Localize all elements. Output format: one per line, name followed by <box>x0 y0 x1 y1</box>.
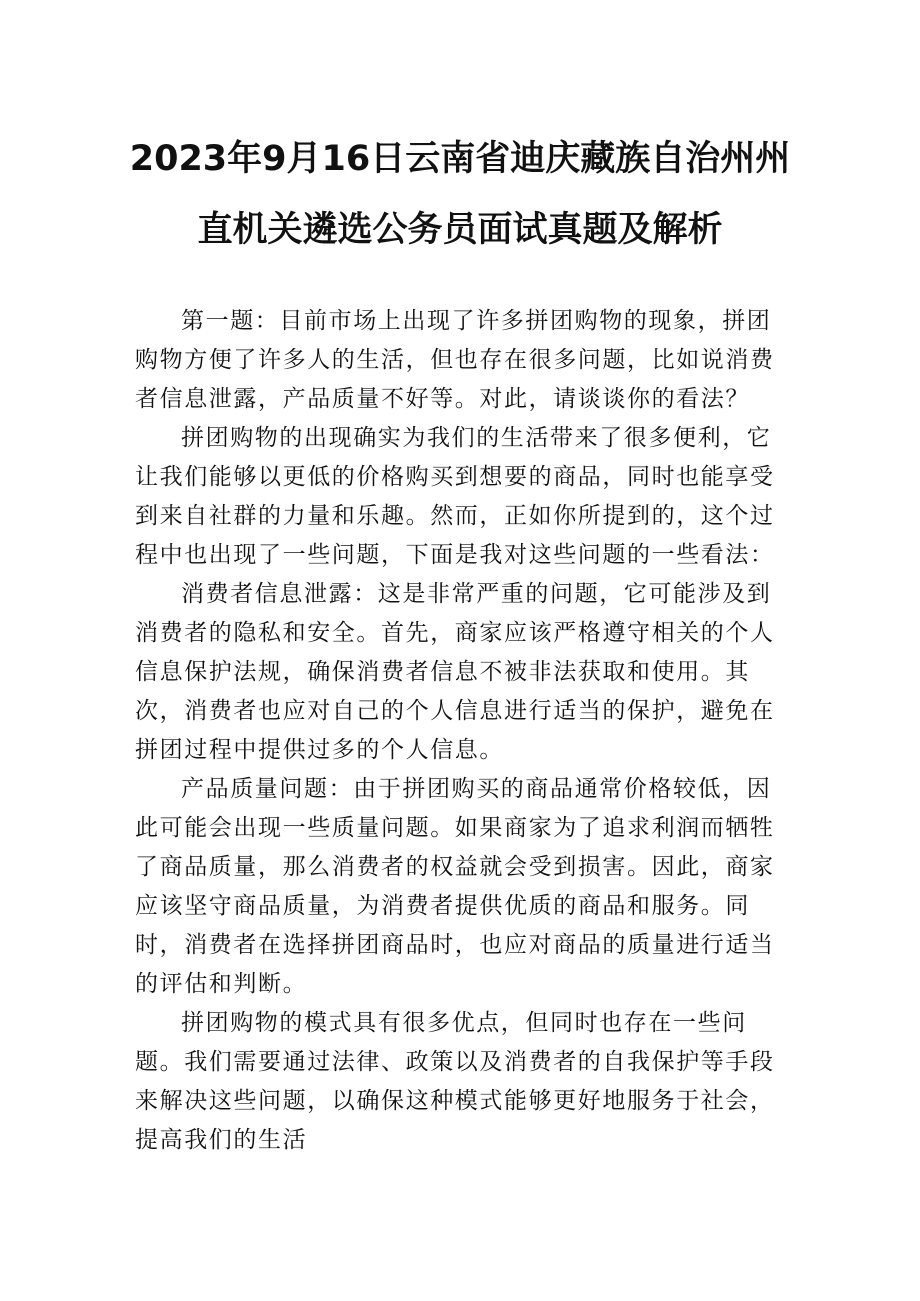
paragraph-info-leak: 消费者信息泄露：这是非常严重的问题，它可能涉及到消费者的隐私和安全。首先，商家应该严格遵守相关的个人信息保护法规，确保消费者信息不被非法获取和使用。其次，消费者也应对自己的个人信息进行适当的保护，避免在拼团过程中提供过多的个人信息。 <box>135 581 775 763</box>
document-title-line-2: 直机关遴选公务员面试真题及解析 <box>197 210 723 250</box>
paragraph-conclusion: 拼团购物的模式具有很多优点，但同时也存在一些问题。我们需要通过法律、政策以及消费者的自我保护等手段来解决这些问题，以确保这种模式能够更好地服务于社会，提高我们的生活 <box>135 1010 775 1153</box>
paragraph-question-1: 第一题：目前市场上出现了许多拼团购物的现象，拼团购物方便了许多人的生活，但也存在很多问题，比如说消费者信息泄露，产品质量不好等。对此，请谈谈你的看法？ <box>135 308 775 412</box>
document-body <box>135 302 790 1160</box>
paragraph-answer-intro: 拼团购物的出现确实为我们的生活带来了很多便利，它让我们能够以更低的价格购买到想要的商品，同时也能享受到来自社群的力量和乐趣。然而，正如你所提到的，这个过程中也出现了一些问题，下面是我对这些问题的一些看法： <box>135 425 775 568</box>
paragraph-quality-issue: 产品质量问题：由于拼团购买的商品通常价格较低，因此可能会出现一些质量问题。如果商家为了追求利润而牺牲了商品质量，那么消费者的权益就会受到损害。因此，商家应该坚守商品质量，为消费者提供优质的商品和服务。同时，消费者在选择拼团商品时，也应对商品的质量进行适当的评估和判断。 <box>135 776 775 997</box>
document-title-line-1: 2023年9月16日云南省迪庆藏族自治州州 <box>129 139 791 179</box>
